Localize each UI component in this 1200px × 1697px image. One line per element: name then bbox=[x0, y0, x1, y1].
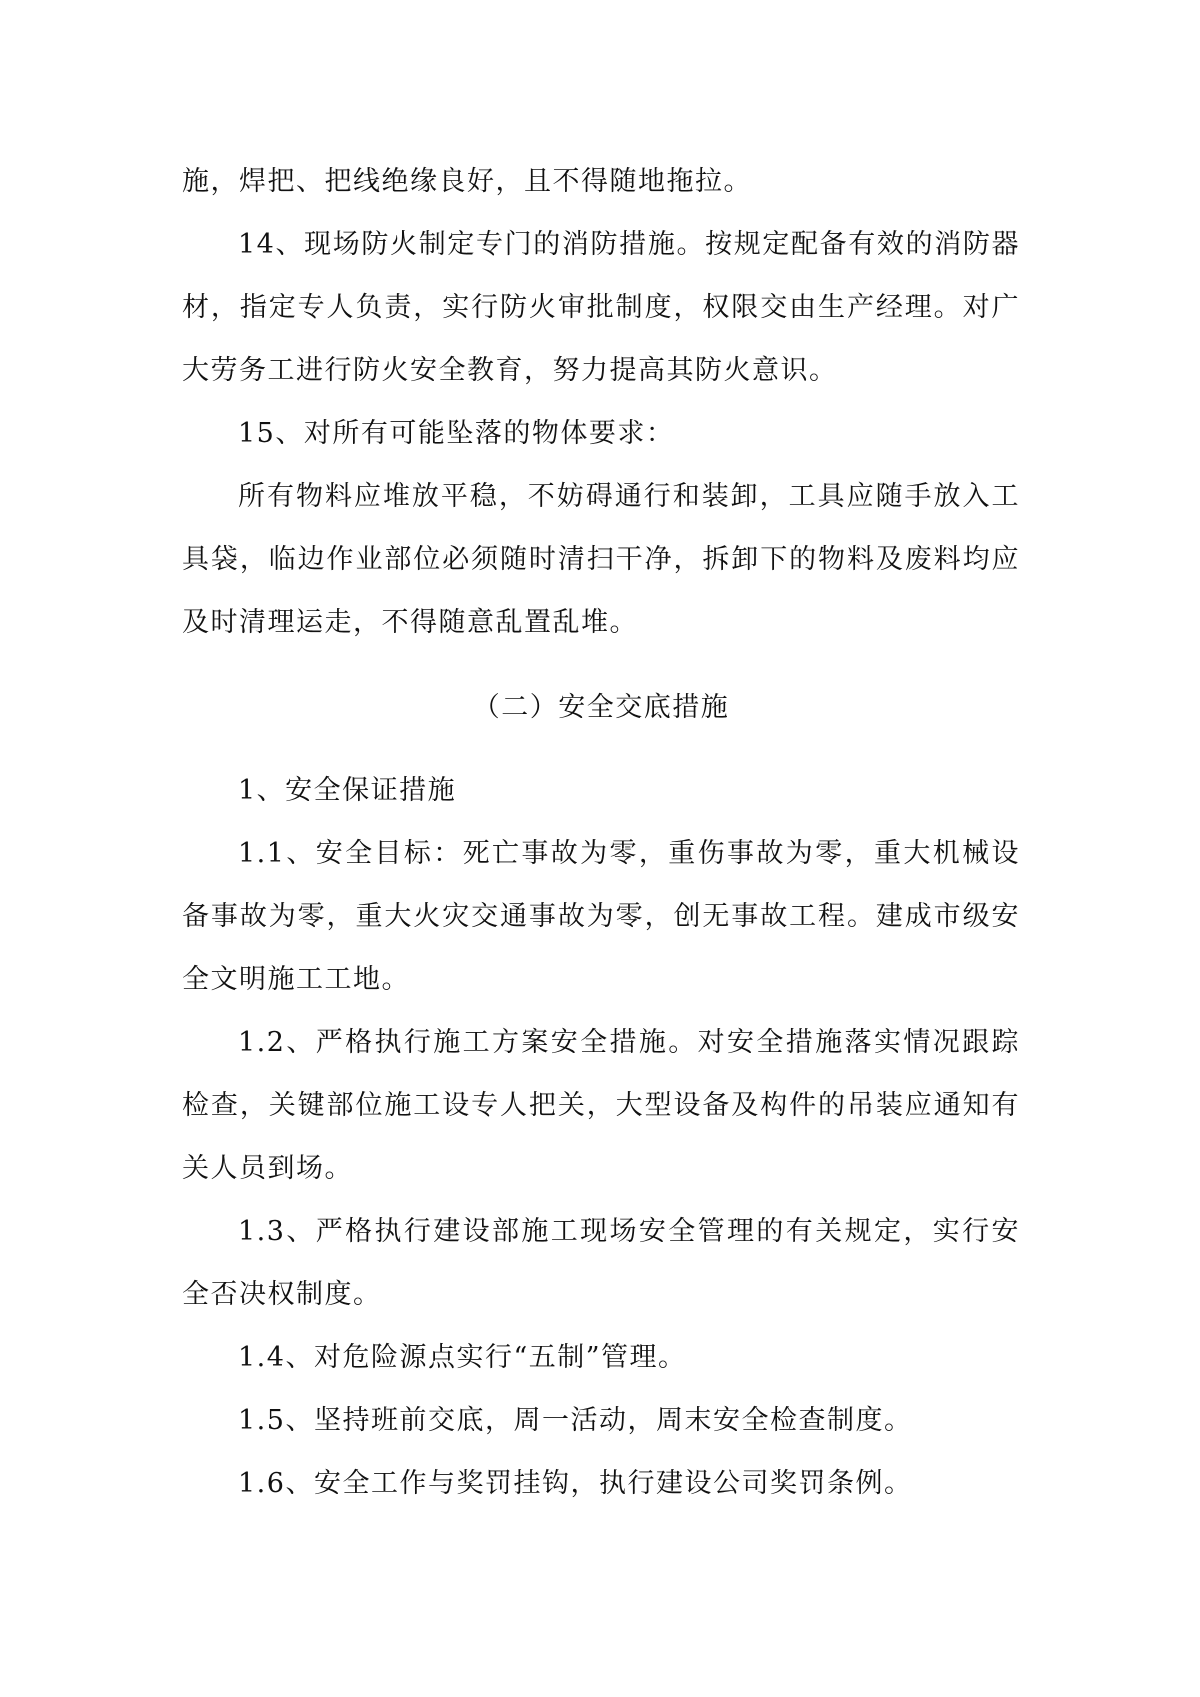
paragraph-falling-objects: 所有物料应堆放平稳，不妨碍通行和装卸，工具应随手放入工具袋，临边作业部位必须随时清扫干净，拆卸下的物料及废料均应及时清理运走，不得随意乱置乱堆。 bbox=[182, 481, 1020, 638]
document-body bbox=[182, 150, 1020, 1515]
paragraph-item-1-4: 1.4、对危险源点实行“五制”管理。 bbox=[238, 1342, 687, 1373]
paragraph-item-1-1: 1.1、安全目标：死亡事故为零，重伤事故为零，重大机械设备事故为零，重大火灾交通事故为零，创无事故工程。建成市级安全文明施工工地。 bbox=[182, 838, 1020, 995]
section-heading: （二）安全交底措施 bbox=[472, 692, 730, 723]
paragraph-item-14: 14、现场防火制定专门的消防措施。按规定配备有效的消防器材，指定专人负责，实行防火审批制度，权限交由生产经理。对广大劳务工进行防火安全教育，努力提高其防火意识。 bbox=[182, 229, 1020, 386]
paragraph-item-1-3: 1.3、严格执行建设部施工现场安全管理的有关规定，实行安全否决权制度。 bbox=[182, 1216, 1020, 1310]
paragraph-item-1-5: 1.5、坚持班前交底，周一活动，周末安全检查制度。 bbox=[238, 1405, 913, 1436]
paragraph-continuation: 施，焊把、把线绝缘良好，且不得随地拖拉。 bbox=[182, 166, 752, 197]
paragraph-item-1-6: 1.6、安全工作与奖罚挂钩，执行建设公司奖罚条例。 bbox=[238, 1468, 913, 1499]
paragraph-item-1: 1、安全保证措施 bbox=[238, 775, 457, 806]
paragraph-item-1-2: 1.2、严格执行施工方案安全措施。对安全措施落实情况跟踪检查，关键部位施工设专人把关，大型设备及构件的吊装应通知有关人员到场。 bbox=[182, 1027, 1020, 1184]
paragraph-item-15: 15、对所有可能坠落的物体要求： bbox=[238, 418, 675, 449]
